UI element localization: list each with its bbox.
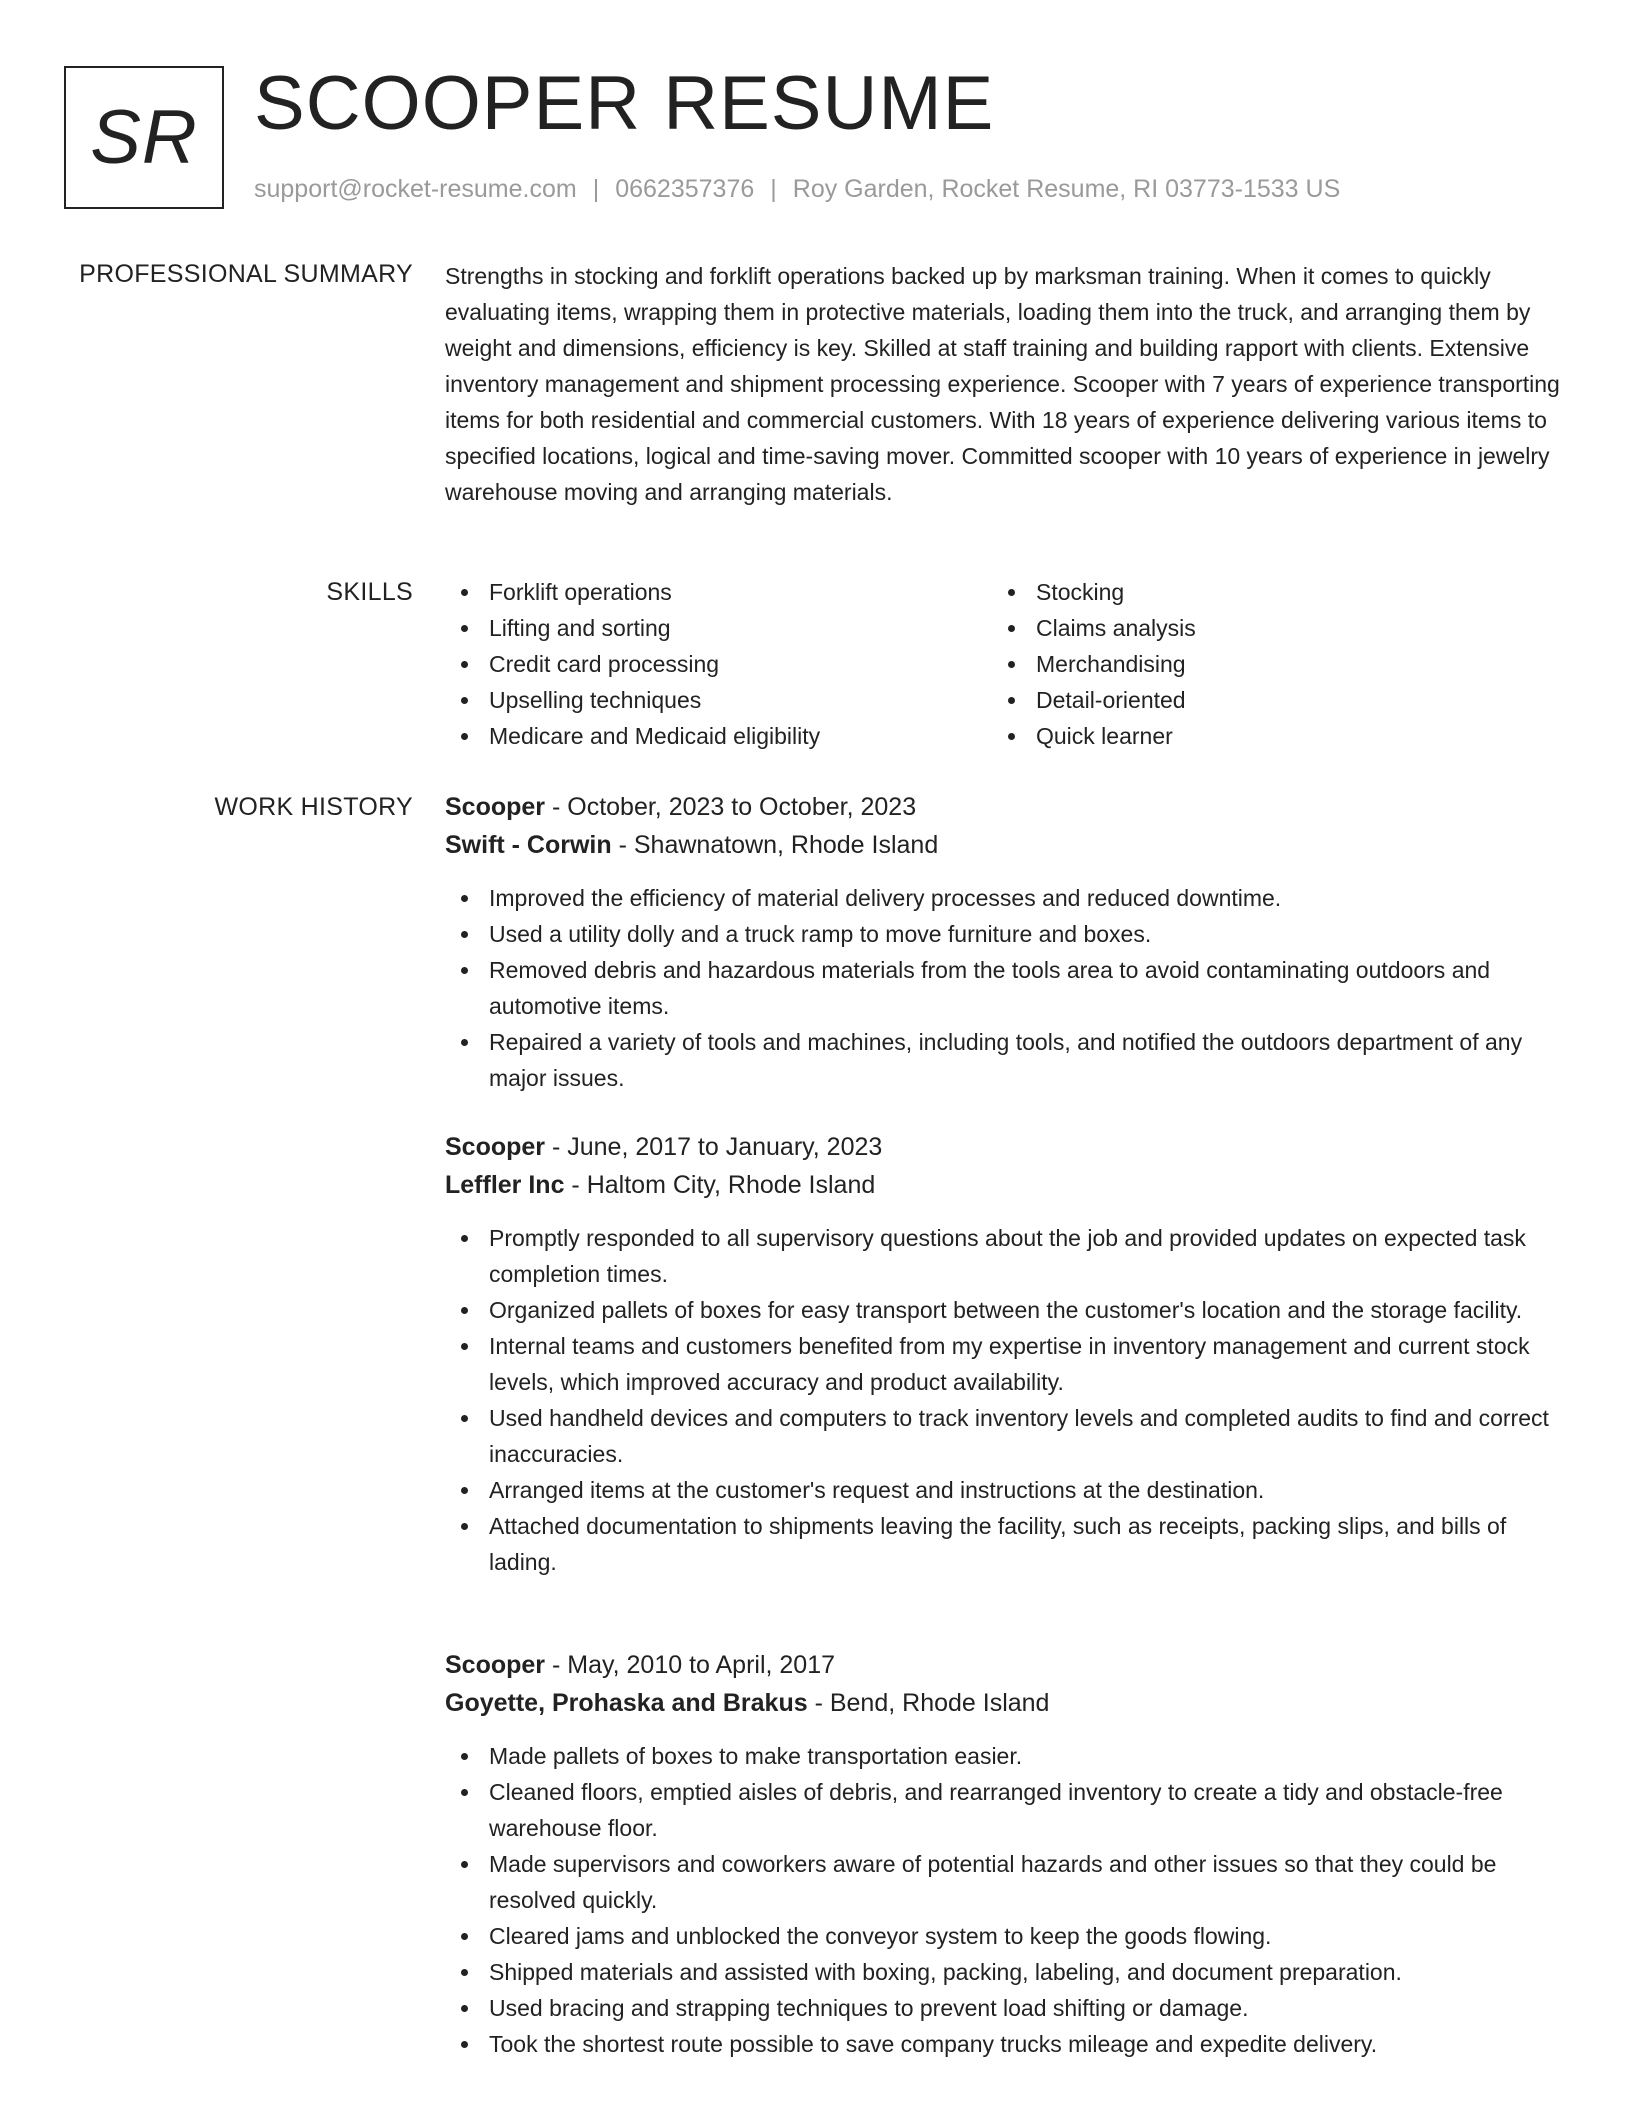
job-location: - Haltom City, Rhode Island: [564, 1171, 876, 1199]
job-title-line: [445, 1646, 1565, 1684]
job-title: Scooper: [445, 793, 546, 821]
monogram-box: [64, 66, 224, 209]
contact-separator: |: [770, 175, 777, 203]
contact-line: [254, 174, 1340, 204]
job-bullet: Internal teams and customers benefited from my expertise in inventory management and current stock levels, which improved accuracy and product availability.: [445, 1328, 1565, 1400]
skills-heading: SKILLS: [326, 578, 413, 606]
job-bullet: Shipped materials and assisted with boxing, packing, labeling, and document preparation.: [445, 1954, 1565, 1990]
job-bullet: Promptly responded to all supervisory questions about the job and provided updates on expected task completion times.: [445, 1220, 1565, 1292]
job-title-line: [445, 788, 1565, 826]
job-company-line: [445, 1166, 1565, 1204]
job-bullet: Made pallets of boxes to make transportation easier.: [445, 1738, 1565, 1774]
job-bullets: [445, 1220, 1565, 1580]
summary-text: Strengths in stocking and forklift operations backed up by marksman training. When it comes to quickly evaluating items, wrapping them in protective materials, loading them into the truck, and arranging them by weight and dimensions, efficiency is key. Skilled at staff training and building rapport with clients. Extensive inventory management and shipment processing experience. Scooper with 7 years of experience transporting items for both residential and commercial customers. With 18 years of experience delivering various items to specified locations, logical and time-saving mover. Committed scooper with 10 years of experience in jewelry warehouse moving and arranging materials.: [445, 263, 1560, 505]
job-bullets: [445, 1738, 1565, 2062]
job-bullet: Used a utility dolly and a truck ramp to move furniture and boxes.: [445, 916, 1565, 952]
skill-item: Quick learner: [992, 718, 1552, 754]
summary-heading: PROFESSIONAL SUMMARY: [79, 260, 413, 288]
job-bullet: Took the shortest route possible to save company trucks mileage and expedite delivery.: [445, 2026, 1565, 2062]
skill-item: Forklift operations: [445, 574, 992, 610]
job-bullet: Cleaned floors, emptied aisles of debris, and rearranged inventory to create a tidy and obstacle-free warehouse floor.: [445, 1774, 1565, 1846]
skill-item: Detail-oriented: [992, 682, 1552, 718]
job-location: - Bend, Rhode Island: [807, 1689, 1050, 1717]
skill-item: Medicare and Medicaid eligibility: [445, 718, 992, 754]
job-title: Scooper: [445, 1133, 546, 1161]
skills-list-left: [445, 574, 992, 754]
job-company-line: [445, 1684, 1565, 1722]
job-bullet: Made supervisors and coworkers aware of potential hazards and other issues so that they could be resolved quickly.: [445, 1846, 1565, 1918]
job-bullet: Improved the efficiency of material delivery processes and reduced downtime.: [445, 880, 1565, 916]
work-history-heading: WORK HISTORY: [214, 793, 413, 821]
job-title: Scooper: [445, 1651, 546, 1679]
job-bullet: Used handheld devices and computers to track inventory levels and completed audits to find and correct inaccuracies.: [445, 1400, 1565, 1472]
skill-item: Stocking: [992, 574, 1552, 610]
job-bullet: Organized pallets of boxes for easy transport between the customer's location and the storage facility.: [445, 1292, 1565, 1328]
job-dates: - June, 2017 to January, 2023: [545, 1133, 883, 1161]
contact-address: Roy Garden, Rocket Resume, RI 03773-1533 US: [792, 175, 1341, 203]
skills-grid: [445, 574, 1565, 754]
resume-name: SCOOPER RESUME: [254, 61, 995, 146]
job-entry: [445, 788, 1565, 1096]
job-bullet: Cleared jams and unblocked the conveyor system to keep the goods flowing.: [445, 1918, 1565, 1954]
job-entry: [445, 1646, 1565, 2062]
job-company: Goyette, Prohaska and Brakus: [445, 1689, 808, 1717]
job-bullet: Removed debris and hazardous materials from the tools area to avoid contaminating outdoors and automotive items.: [445, 952, 1565, 1024]
contact-separator: |: [592, 175, 600, 203]
job-bullet: Used bracing and strapping techniques to prevent load shifting or damage.: [445, 1990, 1565, 2026]
job-entry: [445, 1128, 1565, 1580]
monogram-initials: SR: [90, 94, 198, 180]
skill-item: Lifting and sorting: [445, 610, 992, 646]
skill-item: Merchandising: [992, 646, 1552, 682]
job-bullet: Attached documentation to shipments leaving the facility, such as receipts, packing slips, and bills of lading.: [445, 1508, 1565, 1580]
job-bullet: Arranged items at the customer's request and instructions at the destination.: [445, 1472, 1565, 1508]
job-company: Swift - Corwin: [445, 831, 612, 859]
job-company-line: [445, 826, 1565, 864]
job-bullet: Repaired a variety of tools and machines, including tools, and notified the outdoors department of any major issues.: [445, 1024, 1565, 1096]
job-company: Leffler Inc: [445, 1171, 565, 1199]
job-location: - Shawnatown, Rhode Island: [611, 831, 939, 859]
contact-phone: 0662357376: [615, 175, 755, 203]
skills-list-right: [992, 574, 1552, 754]
contact-email: support@rocket-resume.com: [254, 175, 577, 203]
job-bullets: [445, 880, 1565, 1096]
job-title-line: [445, 1128, 1565, 1166]
job-dates: - October, 2023 to October, 2023: [545, 793, 917, 821]
skill-item: Credit card processing: [445, 646, 992, 682]
skill-item: Upselling techniques: [445, 682, 992, 718]
job-dates: - May, 2010 to April, 2017: [545, 1651, 836, 1679]
skill-item: Claims analysis: [992, 610, 1552, 646]
